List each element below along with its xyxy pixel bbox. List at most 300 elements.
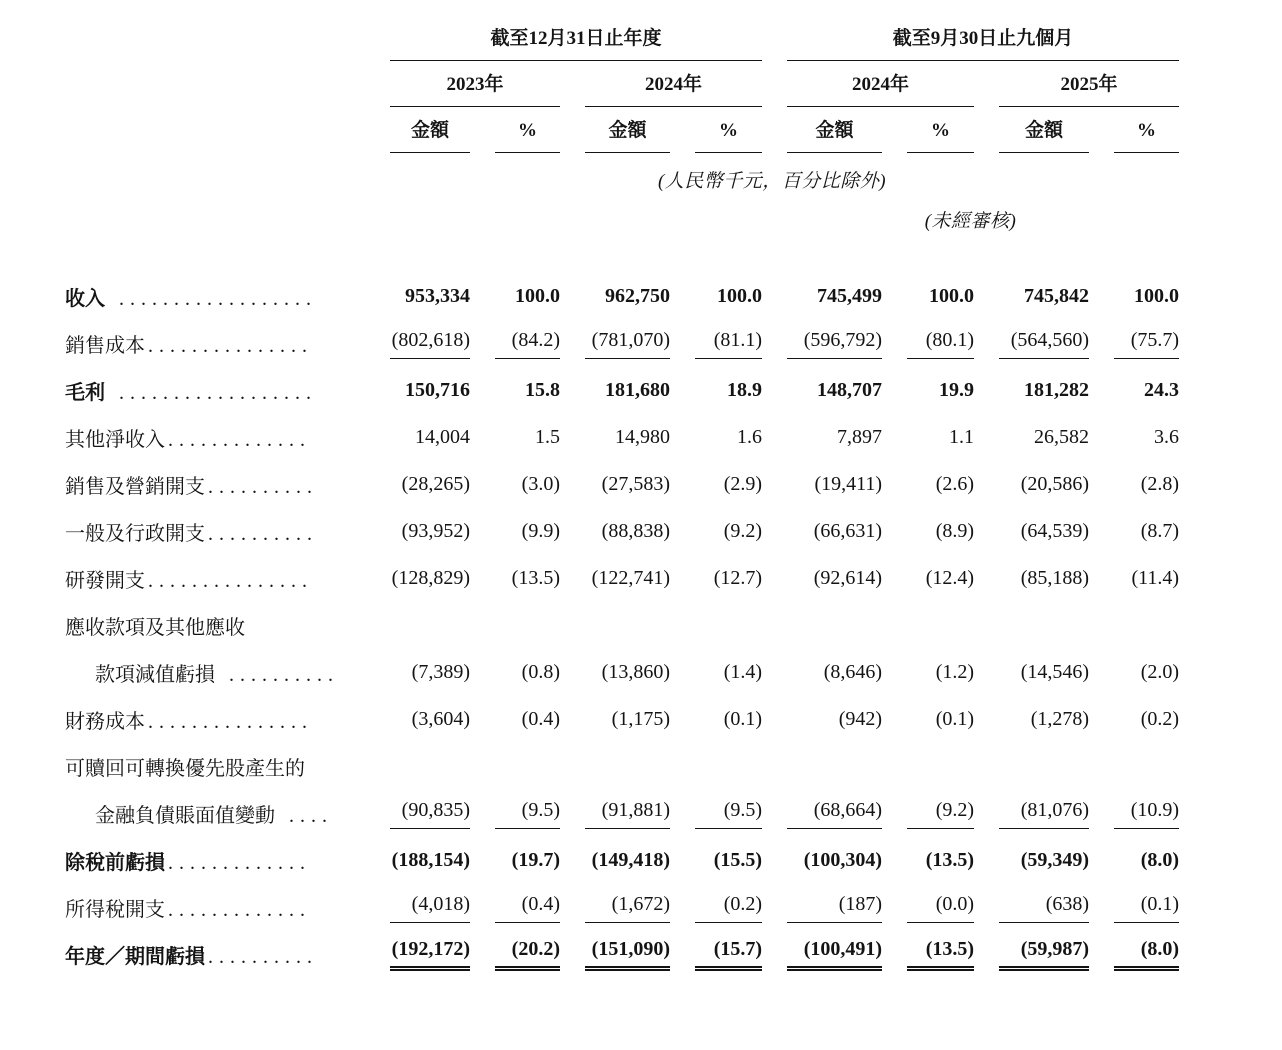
percent-cell: [882, 649, 974, 696]
cell-value: (92,614): [813, 567, 883, 590]
percent-cell: [882, 555, 974, 602]
dot-leader: ...............: [148, 335, 313, 358]
col-header-percent: [470, 107, 560, 154]
cell-value: (13.5): [511, 567, 560, 590]
cell-value: (85,188): [1020, 567, 1090, 590]
cell-value: 7,897: [837, 426, 883, 449]
cell-value: (84.2): [495, 329, 560, 359]
cell-value: (7,389): [411, 661, 470, 684]
cell-value: (81.1): [695, 329, 762, 359]
amount-cell: [762, 273, 882, 320]
row-label: [65, 508, 365, 555]
amount-cell: [365, 414, 470, 461]
percent-cell: [670, 273, 762, 320]
spacer-cell: [65, 193, 762, 233]
cell-value: 1.5: [535, 426, 560, 449]
percent-cell: [470, 649, 560, 696]
amount-cell: [762, 696, 882, 743]
unaudited-note: (未經審核): [924, 211, 1017, 233]
cell-value: (3,604): [411, 708, 470, 731]
percent-cell: [670, 696, 762, 743]
percent-cell: [1089, 743, 1179, 790]
cell-value: (1.4): [723, 661, 763, 684]
amount-cell: [365, 320, 470, 367]
cell-value: (9.2): [723, 520, 763, 543]
amount-cell: [560, 649, 670, 696]
row-label-text: 所得稅開支: [65, 899, 165, 922]
col-header-amount: [762, 107, 882, 154]
row-label-text: 銷售成本: [65, 335, 145, 358]
row-label: [65, 602, 365, 649]
cell-value: (66,631): [813, 520, 883, 543]
cell-value: (596,792): [787, 329, 882, 359]
percent-cell: [1089, 837, 1179, 884]
amount-cell: [762, 320, 882, 367]
amount-cell: [365, 931, 470, 978]
cell-value: (802,618): [390, 329, 470, 359]
period-group-ninemonth: [762, 22, 1179, 61]
col-header-percent: [1089, 107, 1179, 154]
cell-value: 18.9: [727, 379, 763, 402]
cell-value: (100,491): [787, 938, 882, 971]
percent-cell: [882, 320, 974, 367]
percent-cell: [882, 931, 974, 978]
col-header-amount-label: 金額: [999, 107, 1089, 154]
percent-cell: [470, 790, 560, 837]
amount-cell: [762, 414, 882, 461]
percent-cell: [882, 414, 974, 461]
percent-cell: [882, 696, 974, 743]
amount-cell: [365, 461, 470, 508]
percent-cell: [470, 508, 560, 555]
table-row: [65, 743, 1179, 790]
amount-cell: [762, 602, 882, 649]
cell-value: 19.9: [939, 379, 975, 402]
amount-cell: [560, 508, 670, 555]
cell-value: 181,282: [1024, 379, 1090, 402]
amount-cell: [365, 555, 470, 602]
percent-cell: [1089, 696, 1179, 743]
table-row: [65, 649, 1179, 696]
cell-value: (8.7): [1140, 520, 1180, 543]
row-label-text: 款項減值虧損: [95, 664, 215, 687]
amount-cell: [762, 790, 882, 837]
row-label: [65, 837, 365, 884]
percent-cell: [1089, 602, 1179, 649]
row-label-text: 一般及行政開支: [65, 523, 205, 546]
percent-cell: [670, 461, 762, 508]
amount-cell: [974, 743, 1089, 790]
label-column-spacer: [65, 22, 365, 61]
amount-cell: [974, 884, 1089, 931]
period-group-row: [65, 22, 1179, 61]
year-header: [762, 61, 974, 107]
table-body: [65, 153, 1179, 978]
amount-cell: [974, 649, 1089, 696]
cell-value: (3.0): [521, 473, 560, 496]
dot-leader: .............: [168, 899, 311, 922]
table-row: [65, 884, 1179, 931]
cell-value: (93,952): [401, 520, 470, 543]
spacer-row: [65, 233, 1179, 273]
percent-cell: [882, 602, 974, 649]
financial-statement-page: [0, 22, 1282, 1050]
amount-cell: [974, 508, 1089, 555]
cell-value: (0.1): [1114, 893, 1179, 923]
cell-value: 15.8: [525, 379, 560, 402]
cell-value: (9.2): [907, 799, 974, 829]
row-label: [65, 273, 365, 320]
cell-value: (0.4): [495, 893, 560, 923]
percent-cell: [882, 884, 974, 931]
cell-value: (2.6): [935, 473, 975, 496]
amount-cell: [365, 508, 470, 555]
amount-cell: [560, 743, 670, 790]
dot-leader: ..........: [208, 476, 318, 499]
amount-cell: [560, 790, 670, 837]
col-header-percent-label: %: [695, 107, 762, 154]
percent-cell: [1089, 273, 1179, 320]
col-header-amount: [560, 107, 670, 154]
cell-value: (27,583): [601, 473, 670, 496]
percent-cell: [1089, 931, 1179, 978]
amount-cell: [560, 884, 670, 931]
cell-value: (1,672): [585, 893, 670, 923]
cell-value: (8.0): [1114, 938, 1179, 971]
amount-cell: [762, 555, 882, 602]
row-label: [65, 790, 365, 837]
amount-cell: [974, 931, 1089, 978]
dot-leader: ..........: [218, 664, 339, 687]
percent-cell: [1089, 320, 1179, 367]
cell-value: (4,018): [390, 893, 470, 923]
table-row: [65, 602, 1179, 649]
dot-leader: .............: [168, 852, 311, 875]
label-column-spacer: [65, 61, 365, 107]
period-group-annual: [365, 22, 762, 61]
table-row: [65, 790, 1179, 837]
percent-cell: [1089, 649, 1179, 696]
cell-value: (2.8): [1140, 473, 1180, 496]
amount-cell: [365, 743, 470, 790]
cell-value: 745,842: [1024, 285, 1090, 308]
percent-cell: [670, 508, 762, 555]
cell-value: 745,499: [817, 285, 883, 308]
cell-value: (149,418): [591, 849, 670, 872]
table-header: [65, 22, 1179, 153]
cell-value: (187): [787, 893, 882, 923]
cell-value: (20,586): [1020, 473, 1090, 496]
percent-cell: [670, 743, 762, 790]
amount-cell: [974, 461, 1089, 508]
row-label: [65, 320, 365, 367]
label-column-spacer: [65, 153, 365, 193]
percent-cell: [882, 837, 974, 884]
percent-cell: [882, 273, 974, 320]
amount-cell: [762, 461, 882, 508]
amount-cell: [974, 790, 1089, 837]
col-header-percent-label: %: [1114, 107, 1179, 154]
cell-value: 962,750: [605, 285, 670, 308]
percent-cell: [470, 743, 560, 790]
amount-cell: [762, 508, 882, 555]
amount-cell: [365, 790, 470, 837]
cell-value: (19,411): [814, 473, 883, 496]
cell-value: (12.7): [713, 567, 763, 590]
cell-value: 100.0: [717, 285, 763, 308]
cell-value: (15.7): [695, 938, 762, 971]
cell-value: (13,860): [601, 661, 670, 684]
cell-value: (20.2): [495, 938, 560, 971]
cell-value: (0.2): [1140, 708, 1180, 731]
cell-value: (13.5): [907, 938, 974, 971]
period-group-ninemonth-title: 截至9月30日止九個月: [787, 22, 1179, 61]
table-row: [65, 837, 1179, 884]
column-header-row: [65, 107, 1179, 154]
table-row: [65, 931, 1179, 978]
amount-cell: [560, 367, 670, 414]
percent-cell: [882, 508, 974, 555]
row-label: [65, 461, 365, 508]
amount-cell: [974, 320, 1089, 367]
cell-value: 100.0: [929, 285, 975, 308]
cell-value: (2.0): [1140, 661, 1180, 684]
row-label-text: 銷售及營銷開支: [65, 476, 205, 499]
cell-value: (8.0): [1140, 849, 1180, 872]
table-row: [65, 367, 1179, 414]
unaudited-note-row: [65, 193, 1179, 233]
cell-value: 14,980: [615, 426, 670, 449]
year-header-label: 2024年: [585, 61, 762, 107]
table-row: [65, 414, 1179, 461]
year-header-label: 2024年: [787, 61, 974, 107]
percent-cell: [670, 414, 762, 461]
percent-cell: [882, 743, 974, 790]
amount-cell: [974, 555, 1089, 602]
cell-value: (10.9): [1114, 799, 1179, 829]
cell-value: 3.6: [1154, 426, 1180, 449]
units-note-row: [65, 153, 1179, 193]
cell-value: 953,334: [405, 285, 470, 308]
cell-value: (100,304): [803, 849, 883, 872]
amount-cell: [560, 696, 670, 743]
cell-value: (564,560): [999, 329, 1089, 359]
dot-leader: ..........: [208, 523, 318, 546]
cell-value: (1.2): [935, 661, 975, 684]
cell-value: (128,829): [391, 567, 470, 590]
cell-value: (2.9): [723, 473, 763, 496]
year-header: [365, 61, 560, 107]
amount-cell: [762, 649, 882, 696]
row-label-text: 收入: [65, 288, 105, 311]
row-label: [65, 555, 365, 602]
cell-value: (1,175): [611, 708, 670, 731]
cell-value: (80.1): [907, 329, 974, 359]
units-note: (人民幣千元，百分比除外): [657, 171, 887, 193]
row-label-text: 研發開支: [65, 570, 145, 593]
cell-value: 26,582: [1034, 426, 1090, 449]
amount-cell: [365, 649, 470, 696]
percent-cell: [670, 367, 762, 414]
amount-cell: [365, 884, 470, 931]
percent-cell: [470, 884, 560, 931]
table-row: [65, 508, 1179, 555]
amount-cell: [762, 931, 882, 978]
percent-cell: [470, 461, 560, 508]
col-header-percent-label: %: [495, 107, 560, 154]
amount-cell: [762, 884, 882, 931]
col-header-percent-label: %: [907, 107, 974, 154]
amount-cell: [560, 273, 670, 320]
percent-cell: [882, 461, 974, 508]
year-header-label: 2025年: [999, 61, 1179, 107]
cell-value: (0.1): [723, 708, 763, 731]
cell-value: (28,265): [401, 473, 470, 496]
percent-cell: [470, 696, 560, 743]
row-label: [65, 743, 365, 790]
cell-value: (638): [999, 893, 1089, 923]
amount-cell: [974, 837, 1089, 884]
year-header: [560, 61, 762, 107]
row-label-text: 年度／期間虧損: [65, 946, 205, 969]
dot-leader: ...............: [148, 570, 313, 593]
cell-value: (151,090): [585, 938, 670, 971]
cell-value: 1.1: [949, 426, 975, 449]
row-label-text: 其他淨收入: [65, 429, 165, 452]
cell-value: (0.8): [521, 661, 560, 684]
amount-cell: [974, 414, 1089, 461]
row-label-text: 除稅前虧損: [65, 852, 165, 875]
amount-cell: [560, 555, 670, 602]
cell-value: (0.2): [695, 893, 762, 923]
row-label-text: 金融負債賬面值變動: [95, 805, 275, 828]
percent-cell: [470, 555, 560, 602]
amount-cell: [365, 696, 470, 743]
cell-value: 150,716: [405, 379, 470, 402]
cell-value: (8,646): [823, 661, 883, 684]
dot-leader: ...............: [148, 711, 313, 734]
dot-leader: ....: [278, 805, 333, 828]
amount-cell: [974, 602, 1089, 649]
cell-value: (9.9): [521, 520, 560, 543]
col-header-amount-label: 金額: [787, 107, 882, 154]
amount-cell: [560, 602, 670, 649]
cell-value: (942): [838, 708, 883, 731]
amount-cell: [762, 837, 882, 884]
amount-cell: [974, 696, 1089, 743]
cell-value: (9.5): [695, 799, 762, 829]
percent-cell: [1089, 884, 1179, 931]
amount-cell: [365, 602, 470, 649]
cell-value: (188,154): [391, 849, 470, 872]
col-header-percent: [670, 107, 762, 154]
percent-cell: [470, 273, 560, 320]
cell-value: (91,881): [585, 799, 670, 829]
cell-value: (59,987): [999, 938, 1089, 971]
cell-value: 100.0: [515, 285, 560, 308]
amount-cell: [560, 320, 670, 367]
cell-value: (81,076): [999, 799, 1089, 829]
percent-cell: [470, 367, 560, 414]
percent-cell: [1089, 461, 1179, 508]
row-label: [65, 367, 365, 414]
amount-cell: [560, 461, 670, 508]
cell-value: (13.5): [925, 849, 975, 872]
cell-value: (1,278): [1030, 708, 1090, 731]
cell-value: (9.5): [495, 799, 560, 829]
row-label-text: 財務成本: [65, 711, 145, 734]
cell-value: (59,349): [1020, 849, 1090, 872]
amount-cell: [365, 367, 470, 414]
cell-value: (15.5): [713, 849, 763, 872]
col-header-amount-label: 金額: [585, 107, 670, 154]
percent-cell: [670, 602, 762, 649]
percent-cell: [670, 555, 762, 602]
period-group-annual-title: 截至12月31日止年度: [390, 22, 762, 61]
percent-cell: [670, 649, 762, 696]
row-label: [65, 884, 365, 931]
cell-value: (11.4): [1131, 567, 1180, 590]
amount-cell: [560, 837, 670, 884]
cell-value: 14,004: [415, 426, 470, 449]
col-header-amount: [974, 107, 1089, 154]
col-header-amount: [365, 107, 470, 154]
percent-cell: [470, 837, 560, 884]
dot-leader: .............: [168, 429, 311, 452]
cell-value: (122,741): [591, 567, 670, 590]
cell-value: (8.9): [935, 520, 975, 543]
table-row: [65, 461, 1179, 508]
percent-cell: [670, 837, 762, 884]
cell-value: 1.6: [737, 426, 763, 449]
amount-cell: [762, 743, 882, 790]
percent-cell: [1089, 414, 1179, 461]
cell-value: (68,664): [787, 799, 882, 829]
percent-cell: [1089, 508, 1179, 555]
row-label-text: 可贖回可轉換優先股產生的: [65, 758, 305, 781]
percent-cell: [470, 602, 560, 649]
cell-value: (90,835): [390, 799, 470, 829]
year-header-row: [65, 61, 1179, 107]
cell-value: (14,546): [1020, 661, 1090, 684]
row-label-text: 毛利: [65, 382, 105, 405]
table-row: [65, 555, 1179, 602]
cell-value: (0.4): [521, 708, 560, 731]
cell-value: (192,172): [390, 938, 470, 971]
amount-cell: [365, 837, 470, 884]
row-label: [65, 414, 365, 461]
dot-leader: ..................: [108, 288, 317, 311]
cell-value: (0.1): [935, 708, 975, 731]
label-column-spacer: [65, 107, 365, 154]
percent-cell: [882, 790, 974, 837]
cell-value: (12.4): [925, 567, 975, 590]
cell-value: (19.7): [511, 849, 560, 872]
row-label: [65, 649, 365, 696]
percent-cell: [670, 884, 762, 931]
percent-cell: [670, 320, 762, 367]
cell-value: (781,070): [585, 329, 670, 359]
col-header-percent: [882, 107, 974, 154]
cell-value: (64,539): [1020, 520, 1090, 543]
row-label-text: 應收款項及其他應收: [65, 617, 245, 640]
percent-cell: [470, 320, 560, 367]
amount-cell: [560, 931, 670, 978]
percent-cell: [1089, 367, 1179, 414]
cell-value: (75.7): [1114, 329, 1179, 359]
table-row: [65, 273, 1179, 320]
table-row: [65, 320, 1179, 367]
